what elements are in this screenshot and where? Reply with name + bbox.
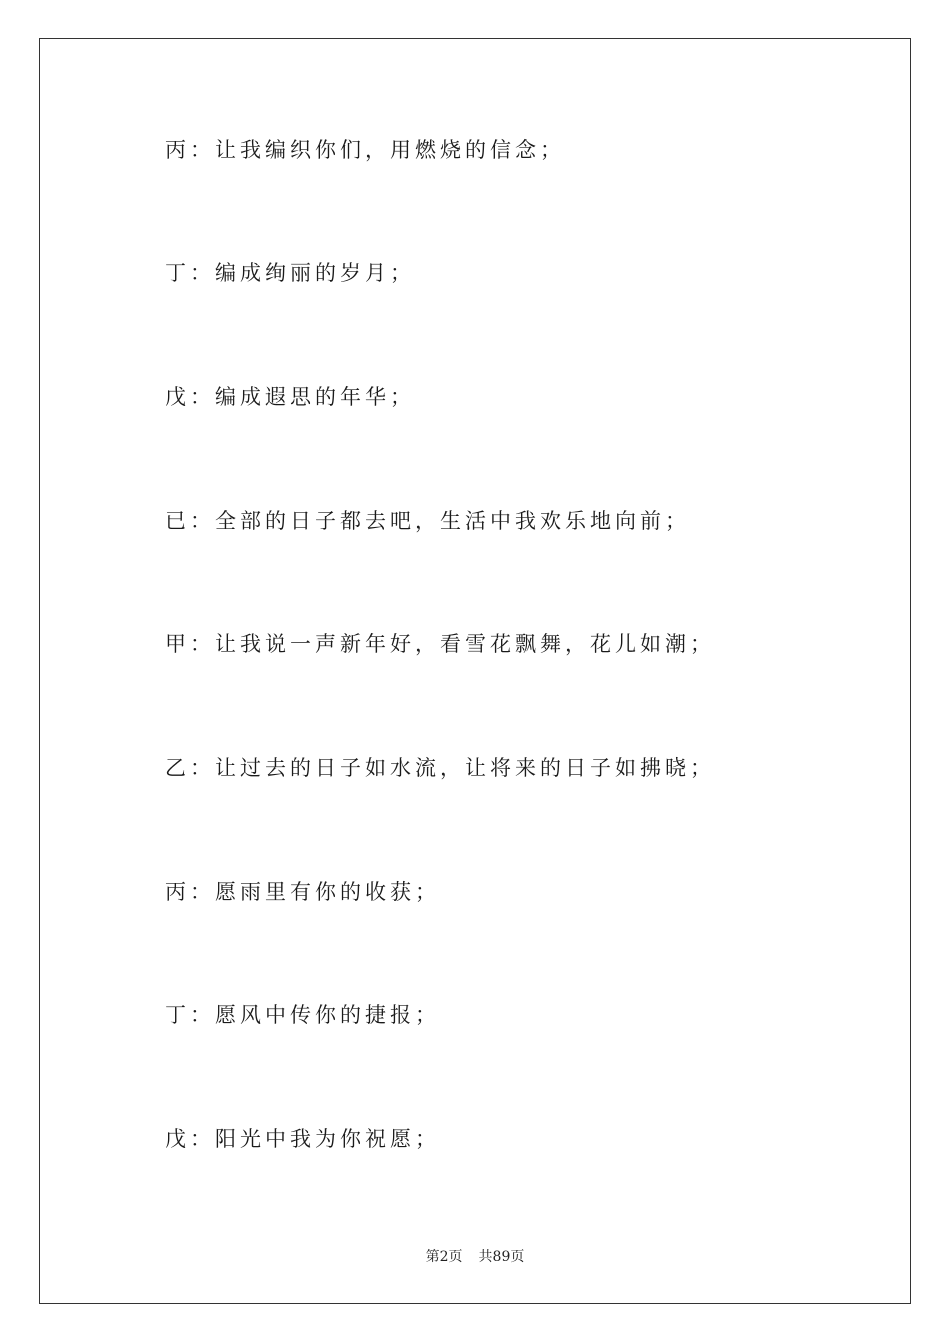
script-line: 丁：愿风中传你的捷报； [165, 1003, 440, 1027]
page-frame [39, 38, 911, 1304]
script-line: 戊：编成遐思的年华； [165, 385, 415, 409]
script-line: 甲：让我说一声新年好，看雪花飘舞，花儿如潮； [165, 632, 715, 656]
script-line: 丙：愿雨里有你的收获； [165, 880, 440, 904]
script-line: 戊：阳光中我为你祝愿； [165, 1127, 440, 1151]
page-total: 共89页 [478, 1249, 525, 1265]
script-line: 丁：编成绚丽的岁月； [165, 261, 415, 285]
script-line: 已：全部的日子都去吧，生活中我欢乐地向前； [165, 509, 690, 533]
script-line: 丙：让我编织你们，用燃烧的信念； [165, 138, 565, 162]
page-footer [0, 1248, 950, 1266]
script-line: 乙：让过去的日子如水流，让将来的日子如拂晓； [165, 756, 715, 780]
page-number: 第2页 [425, 1249, 463, 1265]
